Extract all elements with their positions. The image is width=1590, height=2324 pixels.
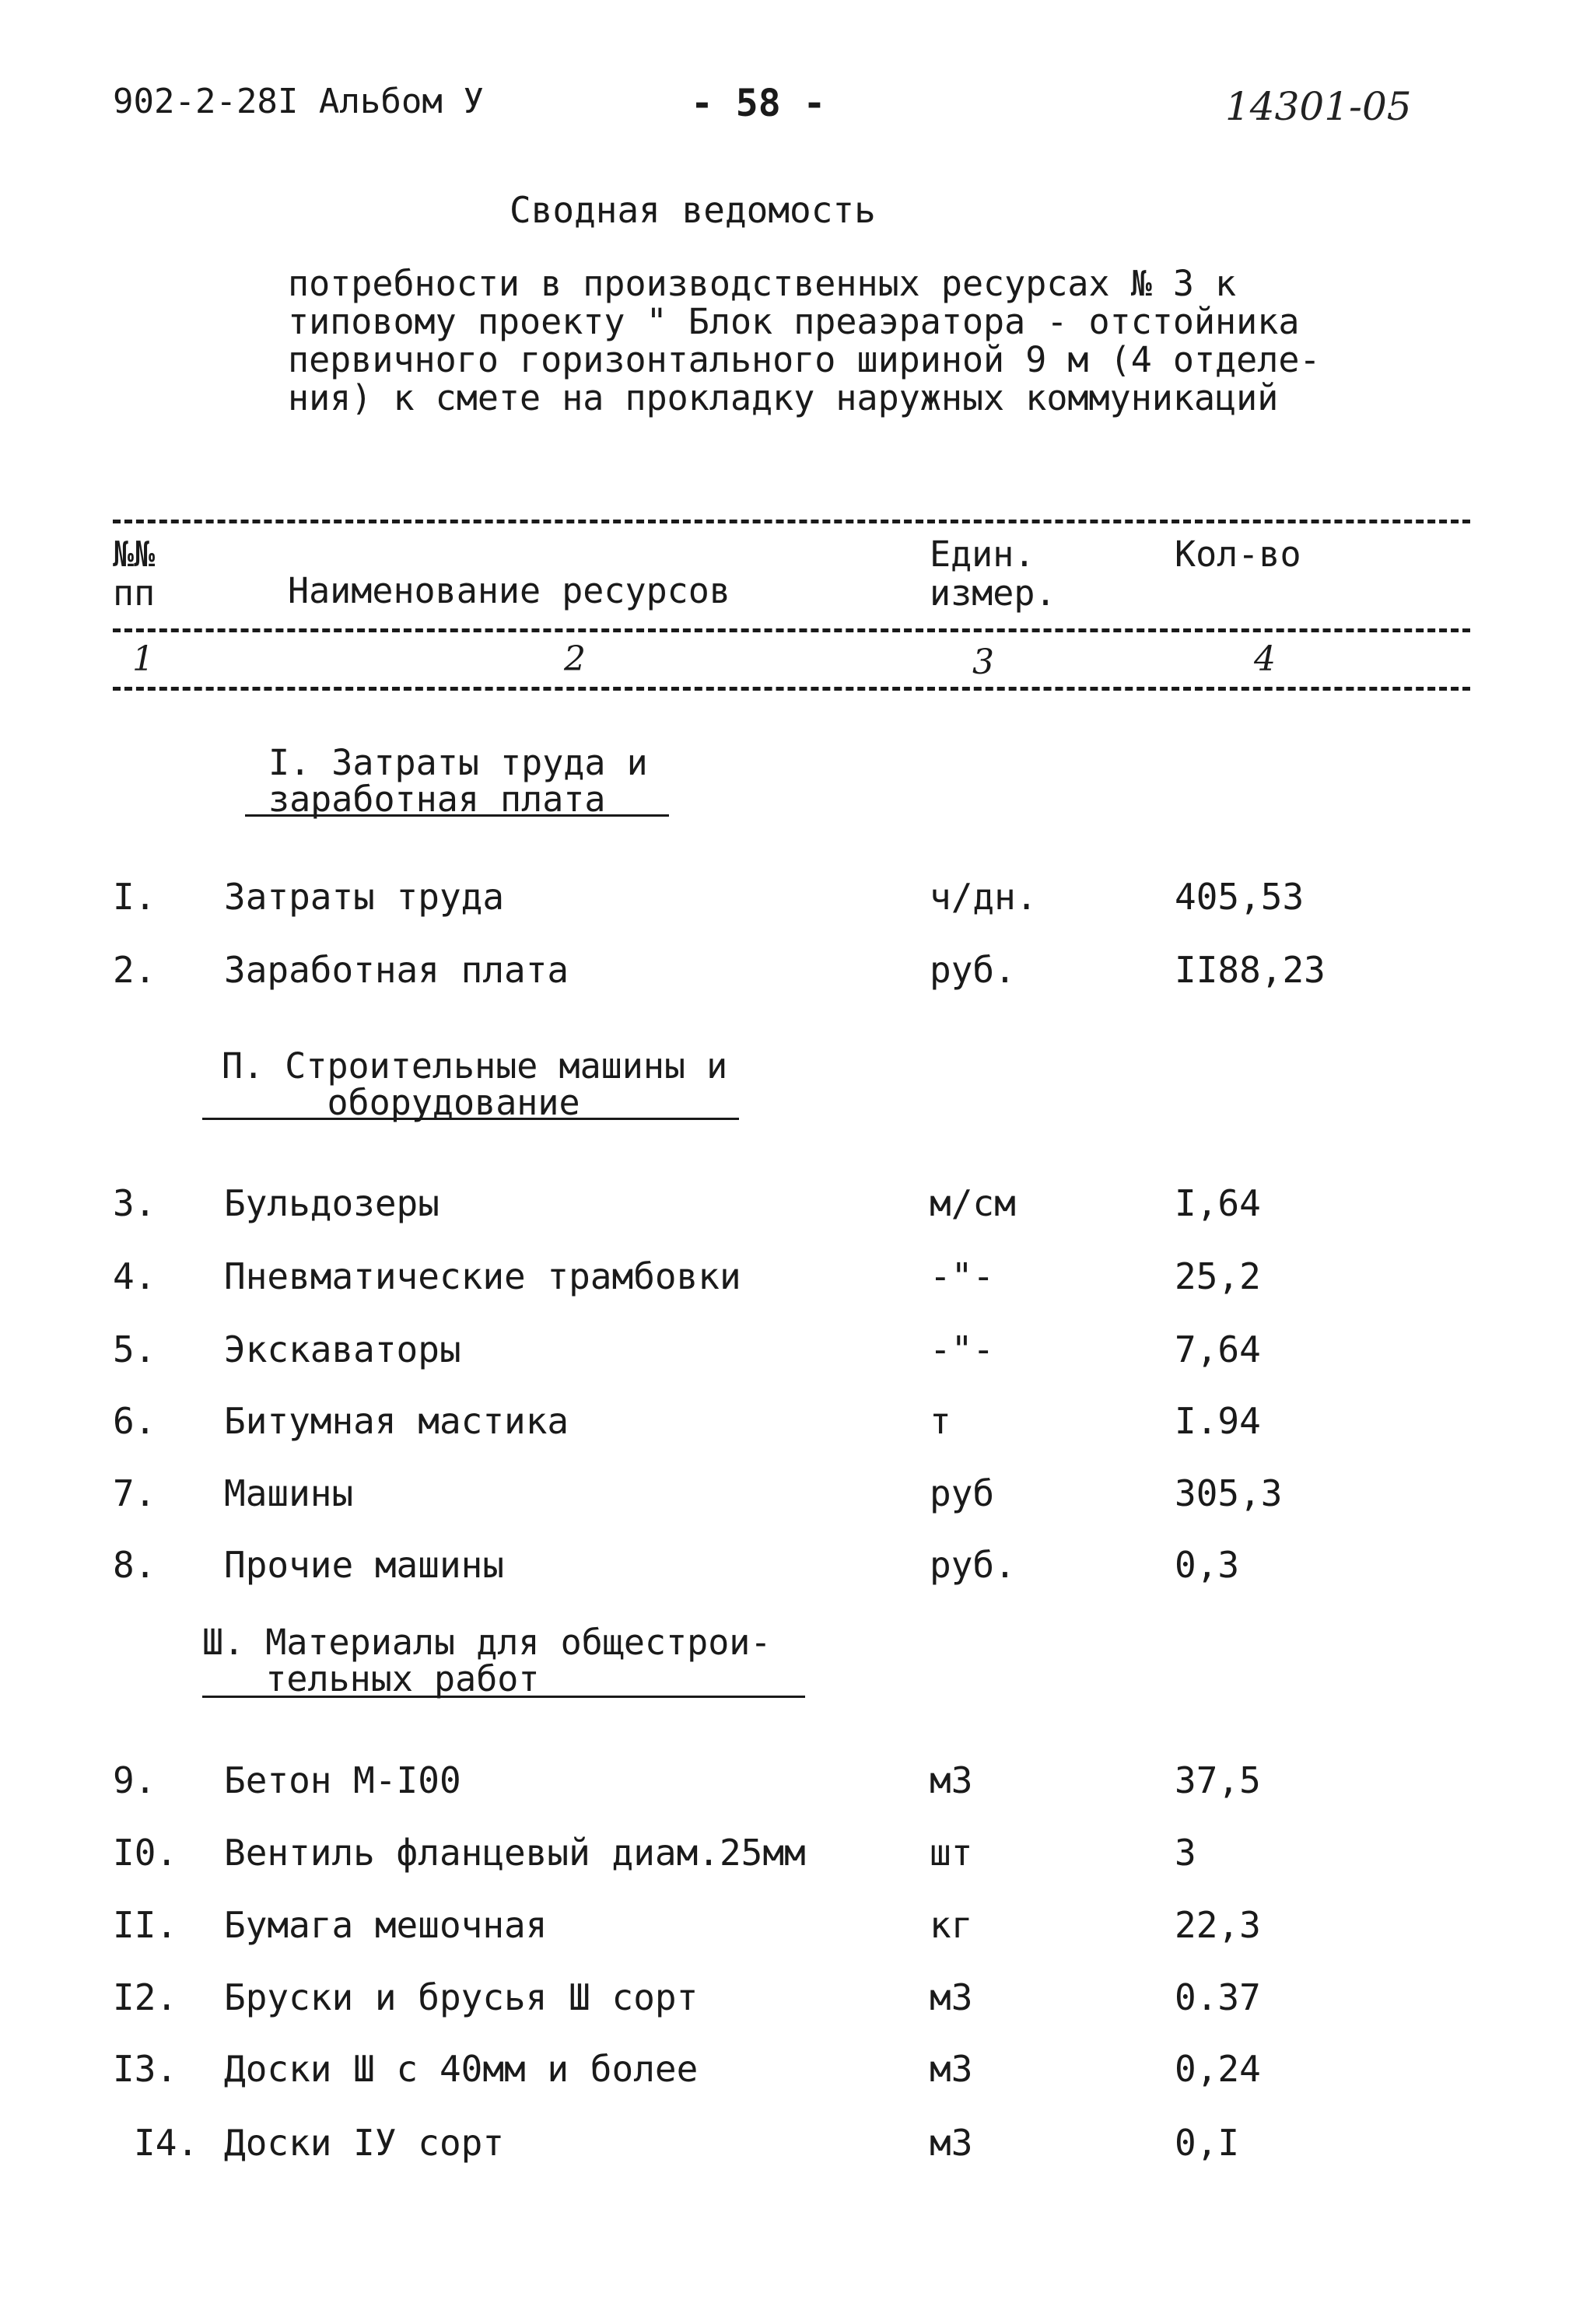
column-header-number: №№ пп	[113, 534, 156, 614]
table-row	[0, 876, 1590, 922]
row-number: 4.	[113, 1255, 156, 1297]
table-row	[0, 2122, 1590, 2168]
row-number: I2.	[113, 1976, 178, 2018]
quantity: 0,24	[1175, 2048, 1261, 2090]
resource-name: Затраты труда	[224, 876, 505, 918]
unit: руб.	[930, 1544, 1016, 1586]
table-row	[0, 1544, 1590, 1591]
column-header-name: Наименование ресурсов	[288, 570, 730, 611]
row-number: 3.	[113, 1182, 156, 1224]
section-title-machines: П. Строительные машины и оборудование	[222, 1045, 728, 1123]
column-number-4: 4	[1254, 639, 1276, 679]
document-title: Сводная ведомость	[510, 189, 876, 231]
resource-name: Бетон М-I00	[224, 1759, 461, 1801]
resource-name: Прочие машины	[224, 1544, 505, 1586]
row-number: 2.	[113, 949, 156, 991]
quantity: II88,23	[1175, 949, 1326, 991]
resource-name: Доски IУ сорт	[224, 2122, 505, 2164]
resource-name: Бульдозеры	[224, 1182, 440, 1224]
table-row	[0, 1472, 1590, 1519]
quantity: 0,3	[1175, 1544, 1240, 1586]
unit: -"-	[930, 1255, 995, 1297]
row-number: II.	[113, 1904, 178, 1946]
unit: ч/дн.	[930, 876, 1038, 918]
table-row	[0, 1182, 1590, 1229]
section-underline-machines	[202, 1118, 739, 1120]
table-numbering-rule	[113, 687, 1470, 691]
resource-name: Вентиль фланцевый диам.25мм	[224, 1832, 806, 1874]
row-number: 6.	[113, 1400, 156, 1442]
unit: м/см	[930, 1182, 1016, 1224]
quantity: 22,3	[1175, 1904, 1261, 1946]
page-number: - 58 -	[691, 82, 826, 125]
section-underline-materials	[202, 1696, 805, 1698]
unit: м3	[930, 1976, 973, 2018]
table-row	[0, 1328, 1590, 1375]
section-underline-labor	[245, 814, 669, 817]
row-number: I0.	[113, 1832, 178, 1874]
album-reference: 902-2-28I Альбом У	[113, 82, 484, 121]
subtitle-line: ния) к смете на прокладку наружных коммуникаций	[288, 377, 1279, 418]
subtitle-line: потребности в производственных ресурсах № 3 к	[288, 263, 1237, 304]
resource-name: Доски Ш с 40мм и более	[224, 2048, 699, 2090]
column-number-1: 1	[132, 639, 154, 679]
column-header-quantity: Кол-во	[1175, 534, 1301, 575]
table-row	[0, 1832, 1590, 1878]
resource-name: Бумага мешочная	[224, 1904, 548, 1946]
quantity: 405,53	[1175, 876, 1305, 918]
unit: шт	[930, 1832, 973, 1874]
quantity: 0.37	[1175, 1976, 1261, 2018]
document-subtitle	[288, 264, 1321, 417]
unit: м3	[930, 2048, 973, 2090]
row-number: I.	[113, 876, 156, 918]
quantity: 0,I	[1175, 2122, 1240, 2164]
table-row	[0, 1976, 1590, 2023]
quantity: 25,2	[1175, 1255, 1261, 1297]
unit: м3	[930, 2122, 973, 2164]
quantity: 7,64	[1175, 1328, 1261, 1370]
resource-name: Экскаваторы	[224, 1328, 461, 1370]
row-number: I4.	[134, 2122, 199, 2164]
row-number: I3.	[113, 2048, 178, 2090]
table-top-rule	[113, 520, 1470, 523]
section-title-materials: Ш. Материалы для общестрои- тельных работ	[202, 1622, 772, 1699]
section-title-labor: I. Затраты труда и заработная плата	[268, 742, 648, 820]
unit: руб.	[930, 949, 1016, 991]
subtitle-line: типовому проекту " Блок преаэратора - отстойника	[288, 301, 1300, 342]
quantity: 305,3	[1175, 1472, 1283, 1514]
table-row	[0, 1759, 1590, 1806]
document-code: 14301-05	[1225, 84, 1412, 129]
quantity: I.94	[1175, 1400, 1261, 1442]
table-row	[0, 2048, 1590, 2095]
quantity: 37,5	[1175, 1759, 1261, 1801]
unit: кг	[930, 1904, 973, 1946]
column-number-3: 3	[972, 642, 994, 682]
resource-name: Заработная плата	[224, 949, 569, 991]
table-header-rule	[113, 628, 1470, 632]
row-number: 9.	[113, 1759, 156, 1801]
quantity: I,64	[1175, 1182, 1261, 1224]
resource-name: Пневматические трамбовки	[224, 1255, 741, 1297]
table-row	[0, 1904, 1590, 1951]
column-number-2: 2	[564, 639, 586, 679]
row-number: 7.	[113, 1472, 156, 1514]
subtitle-line: первичного горизонтального шириной 9 м (4 отделе-	[288, 339, 1321, 380]
table-row	[0, 1255, 1590, 1302]
quantity: 3	[1175, 1832, 1196, 1874]
column-header-unit: Един. измер.	[930, 534, 1056, 614]
resource-name: Битумная мастика	[224, 1400, 569, 1442]
table-row	[0, 949, 1590, 996]
row-number: 8.	[113, 1544, 156, 1586]
unit: -"-	[930, 1328, 995, 1370]
unit: т	[930, 1400, 951, 1442]
row-number: 5.	[113, 1328, 156, 1370]
unit: м3	[930, 1759, 973, 1801]
resource-name: Машины	[224, 1472, 354, 1514]
unit: руб	[930, 1472, 995, 1514]
resource-name: Бруски и брусья Ш сорт	[224, 1976, 699, 2018]
table-row	[0, 1400, 1590, 1447]
